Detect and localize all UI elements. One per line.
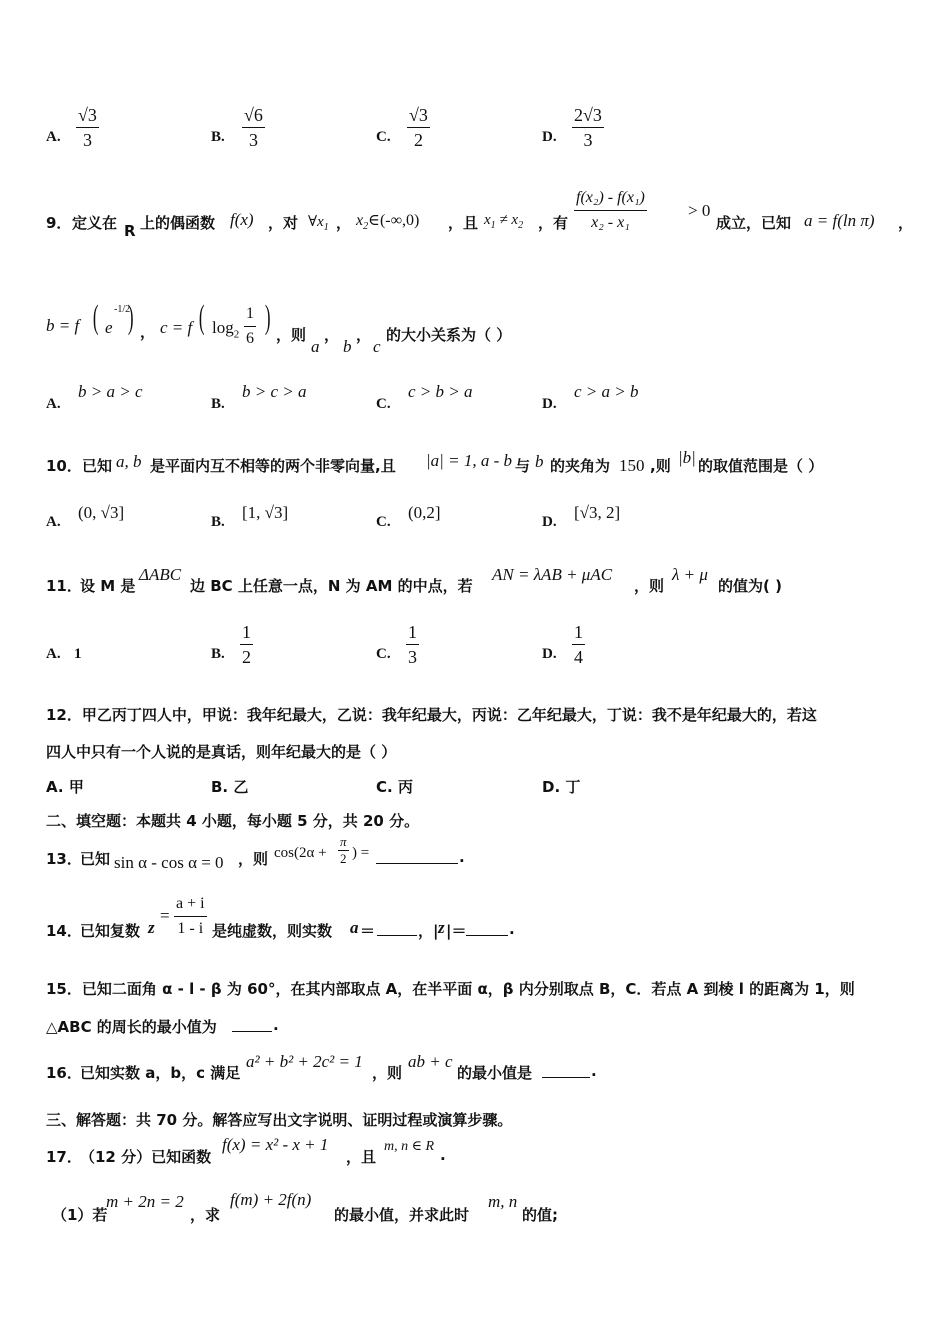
q10-number: 10． [46,457,82,475]
q10-option-d: [√3, 2] [574,503,621,522]
q9-option-c: c > b > a [408,382,473,401]
q11-number: 11． [46,577,82,595]
q11-option-b: $\frac{1}{2}$ [242,622,251,667]
q8-option-a-value: $\frac{√3}{3}$ [78,105,97,150]
q14-answer-a-blank[interactable] [377,920,417,936]
q14-complex-fraction: $\frac{a + i}{1 - i}$ [174,892,207,941]
q15-answer-blank[interactable] [232,1016,272,1032]
q11-option-a: 1 [74,646,82,662]
section-fill-in-heading: 二、填空题：本题共 4 小题，每小题 5 分，共 20 分。 [46,812,420,830]
q10-option-c: (0,2] [408,503,441,522]
q10-option-b: [1, √3] [242,503,289,522]
section-solutions-heading: 三、解答题：共 70 分。解答应写出文字说明、证明过程或演算步骤。 [46,1111,513,1129]
q8-option-a-label: A. [46,129,61,145]
q13-answer-blank[interactable] [376,848,458,864]
q9-number: 9． [46,214,72,232]
q8-option-b-label: B. [211,129,225,145]
q8-option-c-label: C. [376,129,391,145]
q9-difference-quotient: $\frac{\text{f(x₂) - f(x₁)}}{\text{x₂ - x₁}}$ [574,186,647,235]
q8-option-d-value: $\frac{2√3}{3}$ [574,105,602,150]
q8-option-d-label: D. [542,129,557,145]
q14-answer-z-blank[interactable] [466,920,508,936]
q11-option-c: $\frac{1}{3}$ [408,622,417,667]
q11-option-d: $\frac{1}{4}$ [574,622,583,667]
q8-option-b-value: $\frac{√6}{3}$ [244,105,263,150]
q9-option-d: c > a > b [574,382,639,401]
q10-option-a: (0, √3] [78,503,125,522]
q9-option-b: b > c > a [242,382,307,401]
q16-answer-blank[interactable] [542,1062,590,1078]
q8-option-c-value: $\frac{√3}{2}$ [409,105,428,150]
q9-option-a: b > a > c [78,382,143,401]
